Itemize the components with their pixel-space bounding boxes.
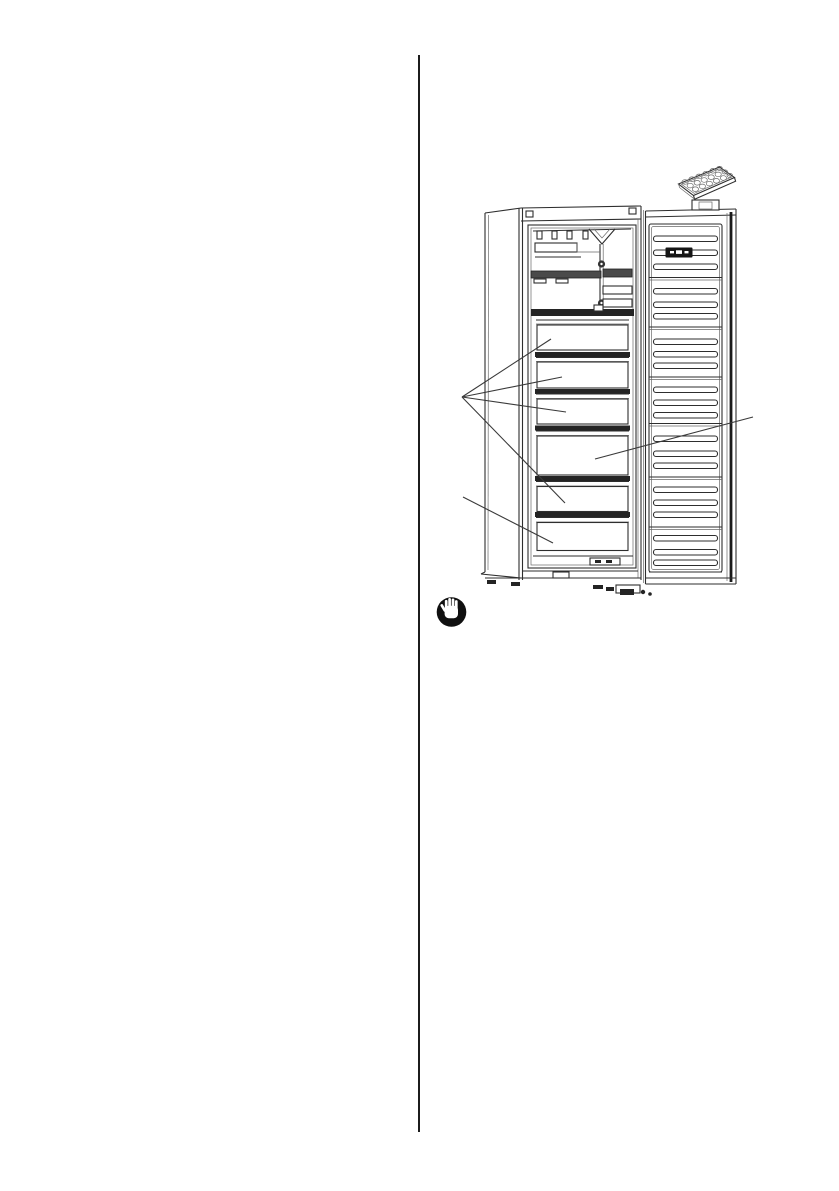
freezer-interior-top-section: [531, 229, 634, 316]
drawer-4: [536, 431, 629, 475]
model-label-badge: [666, 248, 693, 258]
drawer-5: [536, 482, 629, 512]
drawer-6: [536, 518, 629, 551]
freezer-drawers: [533, 320, 633, 565]
drawer-2: [536, 358, 629, 389]
drawer-1: [536, 320, 629, 350]
hand-stop-icon: [437, 597, 467, 627]
drawer-3: [536, 394, 629, 424]
ice-cube-tray-icon: [679, 166, 736, 199]
top-hinge: [692, 200, 719, 210]
